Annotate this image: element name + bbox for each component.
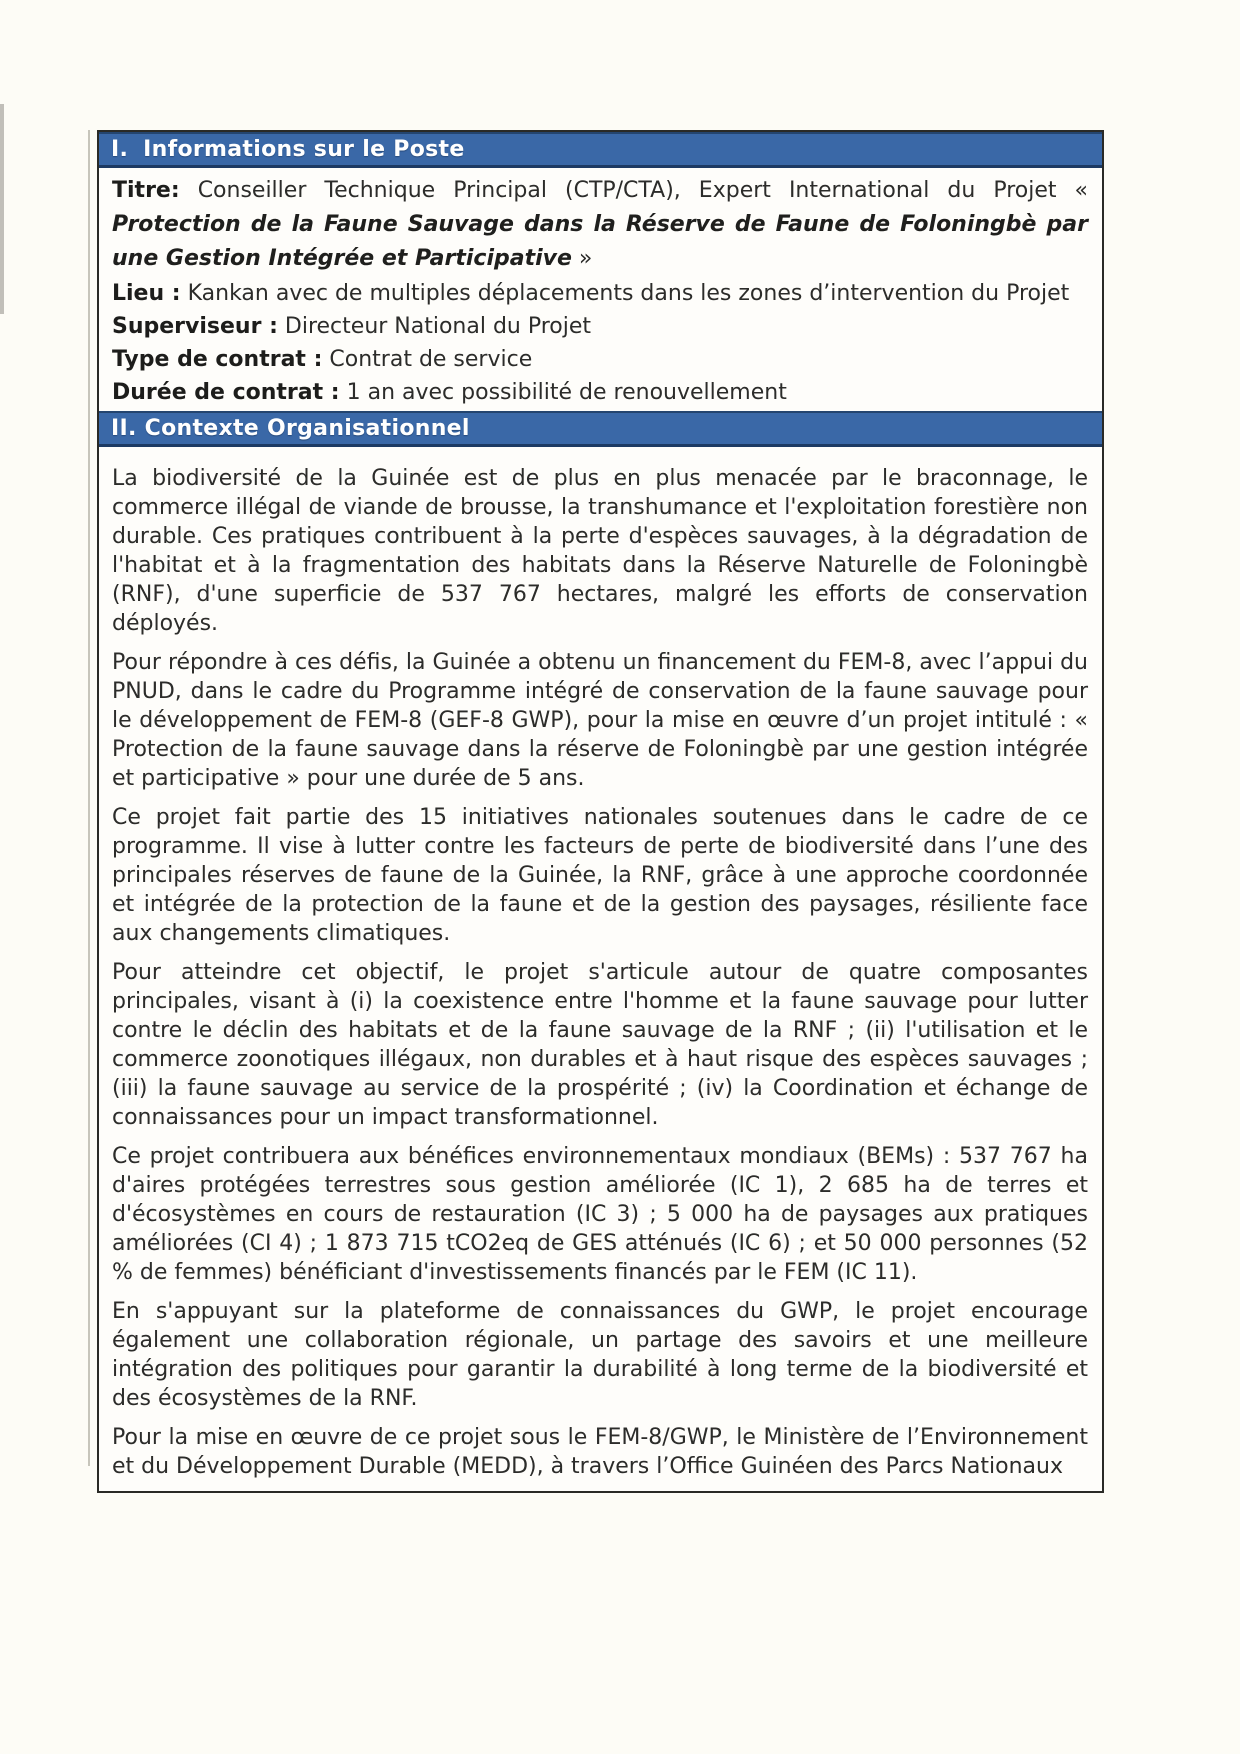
project-title-text: Protection de la Faune Sauvage dans la Réserve de Faune de Foloningbè par une Gestion Intégrée et Participative <box>112 212 1088 271</box>
titre-project-name <box>112 208 1088 276</box>
paragraph-benefices-mondiaux: Ce projet contribuera aux bénéfices environnementaux mondiaux (BEMs) : 537 767 ha d'aires protégées terrestres sous gestion améliorée (IC 1), 2 685 ha de terres et d'écosystèmes en cours de restauration (IC 3) ; 5 000 ha de paysages aux pratiques améliorées (CI 4) ; 1 873 715 tCO2eq de GES atténués (IC 6) ; et 50 000 personnes (52 % de femmes) bénéficiant d'investissements financés par le FEM (IC 11). <box>112 1144 1088 1285</box>
type-contrat-label: Type de contrat : <box>112 347 323 372</box>
field-lieu <box>112 277 1088 310</box>
section-number: II. <box>111 416 137 441</box>
paragraph-plateforme-gwp: En s'appuyant sur la plateforme de connaissances du GWP, le projet encourage également une collaboration régionale, un partage des savoirs et une meilleure intégration des politiques pour garantir la durabilité à long terme de la biodiversité et des écosystèmes de la RNF. <box>112 1299 1088 1411</box>
section-header-informations-poste <box>99 132 1102 168</box>
paragraph-biodiversite: La biodiversité de la Guinée est de plus en plus menacée par le braconnage, le commerce illégal de viande de brousse, la transhumance et l'exploitation forestière non durable. Ces pratiques contribuent à la perte d'espèces sauvages, à la dégradation de l'habitat et à la fragmentation des habitats dans la Réserve Naturelle de Foloningbè (RNF), d'une superficie de 537 767 hectares, malgré les efforts de conservation déployés. <box>112 466 1088 636</box>
duree-contrat-label: Durée de contrat : <box>112 380 340 405</box>
titre-line <box>112 174 1088 208</box>
scan-edge-artifact <box>0 104 4 314</box>
titre-label: Titre: <box>112 178 180 203</box>
superviseur-label: Superviseur : <box>112 314 278 339</box>
field-titre <box>112 174 1088 276</box>
paragraph-15-initiatives: Ce projet fait partie des 15 initiatives nationales soutenues dans le cadre de ce programme. Il vise à lutter contre les facteurs de perte de biodiversité dans l’une des principales réserves de faune de la Guinée, la RNF, grâce à une approche coordonnée et intégrée de la protection de la faune et de la gestion des paysages, résiliente face aux changements climatiques. <box>112 805 1088 946</box>
table-left-shadow <box>88 130 90 1466</box>
section-number: I. <box>111 137 129 162</box>
job-posting-table <box>97 130 1104 1493</box>
paragraph-mise-en-oeuvre: Pour la mise en œuvre de ce projet sous le FEM-8/GWP, le Ministère de l’Environnement et du Développement Durable (MEDD), à travers l’Office Guinéen des Parcs Nationaux <box>112 1425 1088 1479</box>
field-superviseur <box>112 310 1088 343</box>
field-duree-contrat <box>112 376 1088 409</box>
duree-contrat-value: 1 an avec possibilité de renouvellement <box>346 380 787 405</box>
section-informations-poste-body <box>99 168 1102 411</box>
section-title: Contexte Organisationnel <box>144 416 470 441</box>
closing-guillemet: » <box>578 246 593 271</box>
lieu-value: Kankan avec de multiples déplacements dans les zones d’intervention du Projet <box>187 281 1070 306</box>
titre-value: Conseiller Technique Principal (CTP/CTA), Expert International du Projet « <box>197 178 1089 203</box>
paragraph-quatre-composantes: Pour atteindre cet objectif, le projet s'articule autour de quatre composantes principales, visant à (i) la coexistence entre l'homme et la faune sauvage pour lutter contre le déclin des habitats et de la faune sauvage de la RNF ; (ii) l'utilisation et le commerce zoonotiques illégaux, non durables et à haut risque des espèces sauvages ; (iii) la faune sauvage au service de la prospérité ; (iv) la Coordination et échange de connaissances pour un impact transformationnel. <box>112 960 1088 1130</box>
section-contexte-organisationnel-body <box>99 447 1102 1491</box>
type-contrat-value: Contrat de service <box>329 347 533 372</box>
section-title: Informations sur le Poste <box>143 137 465 162</box>
section-header-contexte-organisationnel <box>99 411 1102 447</box>
paragraph-financement-fem8: Pour répondre à ces défis, la Guinée a obtenu un financement du FEM-8, avec l’appui du PNUD, dans le cadre du Programme intégré de conservation de la faune sauvage pour le développement de FEM-8 (GEF-8 GWP), pour la mise en œuvre d’un projet intitulé : « Protection de la faune sauvage dans la réserve de Foloningbè par une gestion intégrée et participative » pour une durée de 5 ans. <box>112 650 1088 791</box>
lieu-label: Lieu : <box>112 281 181 306</box>
field-type-contrat <box>112 343 1088 376</box>
superviseur-value: Directeur National du Projet <box>284 314 592 339</box>
